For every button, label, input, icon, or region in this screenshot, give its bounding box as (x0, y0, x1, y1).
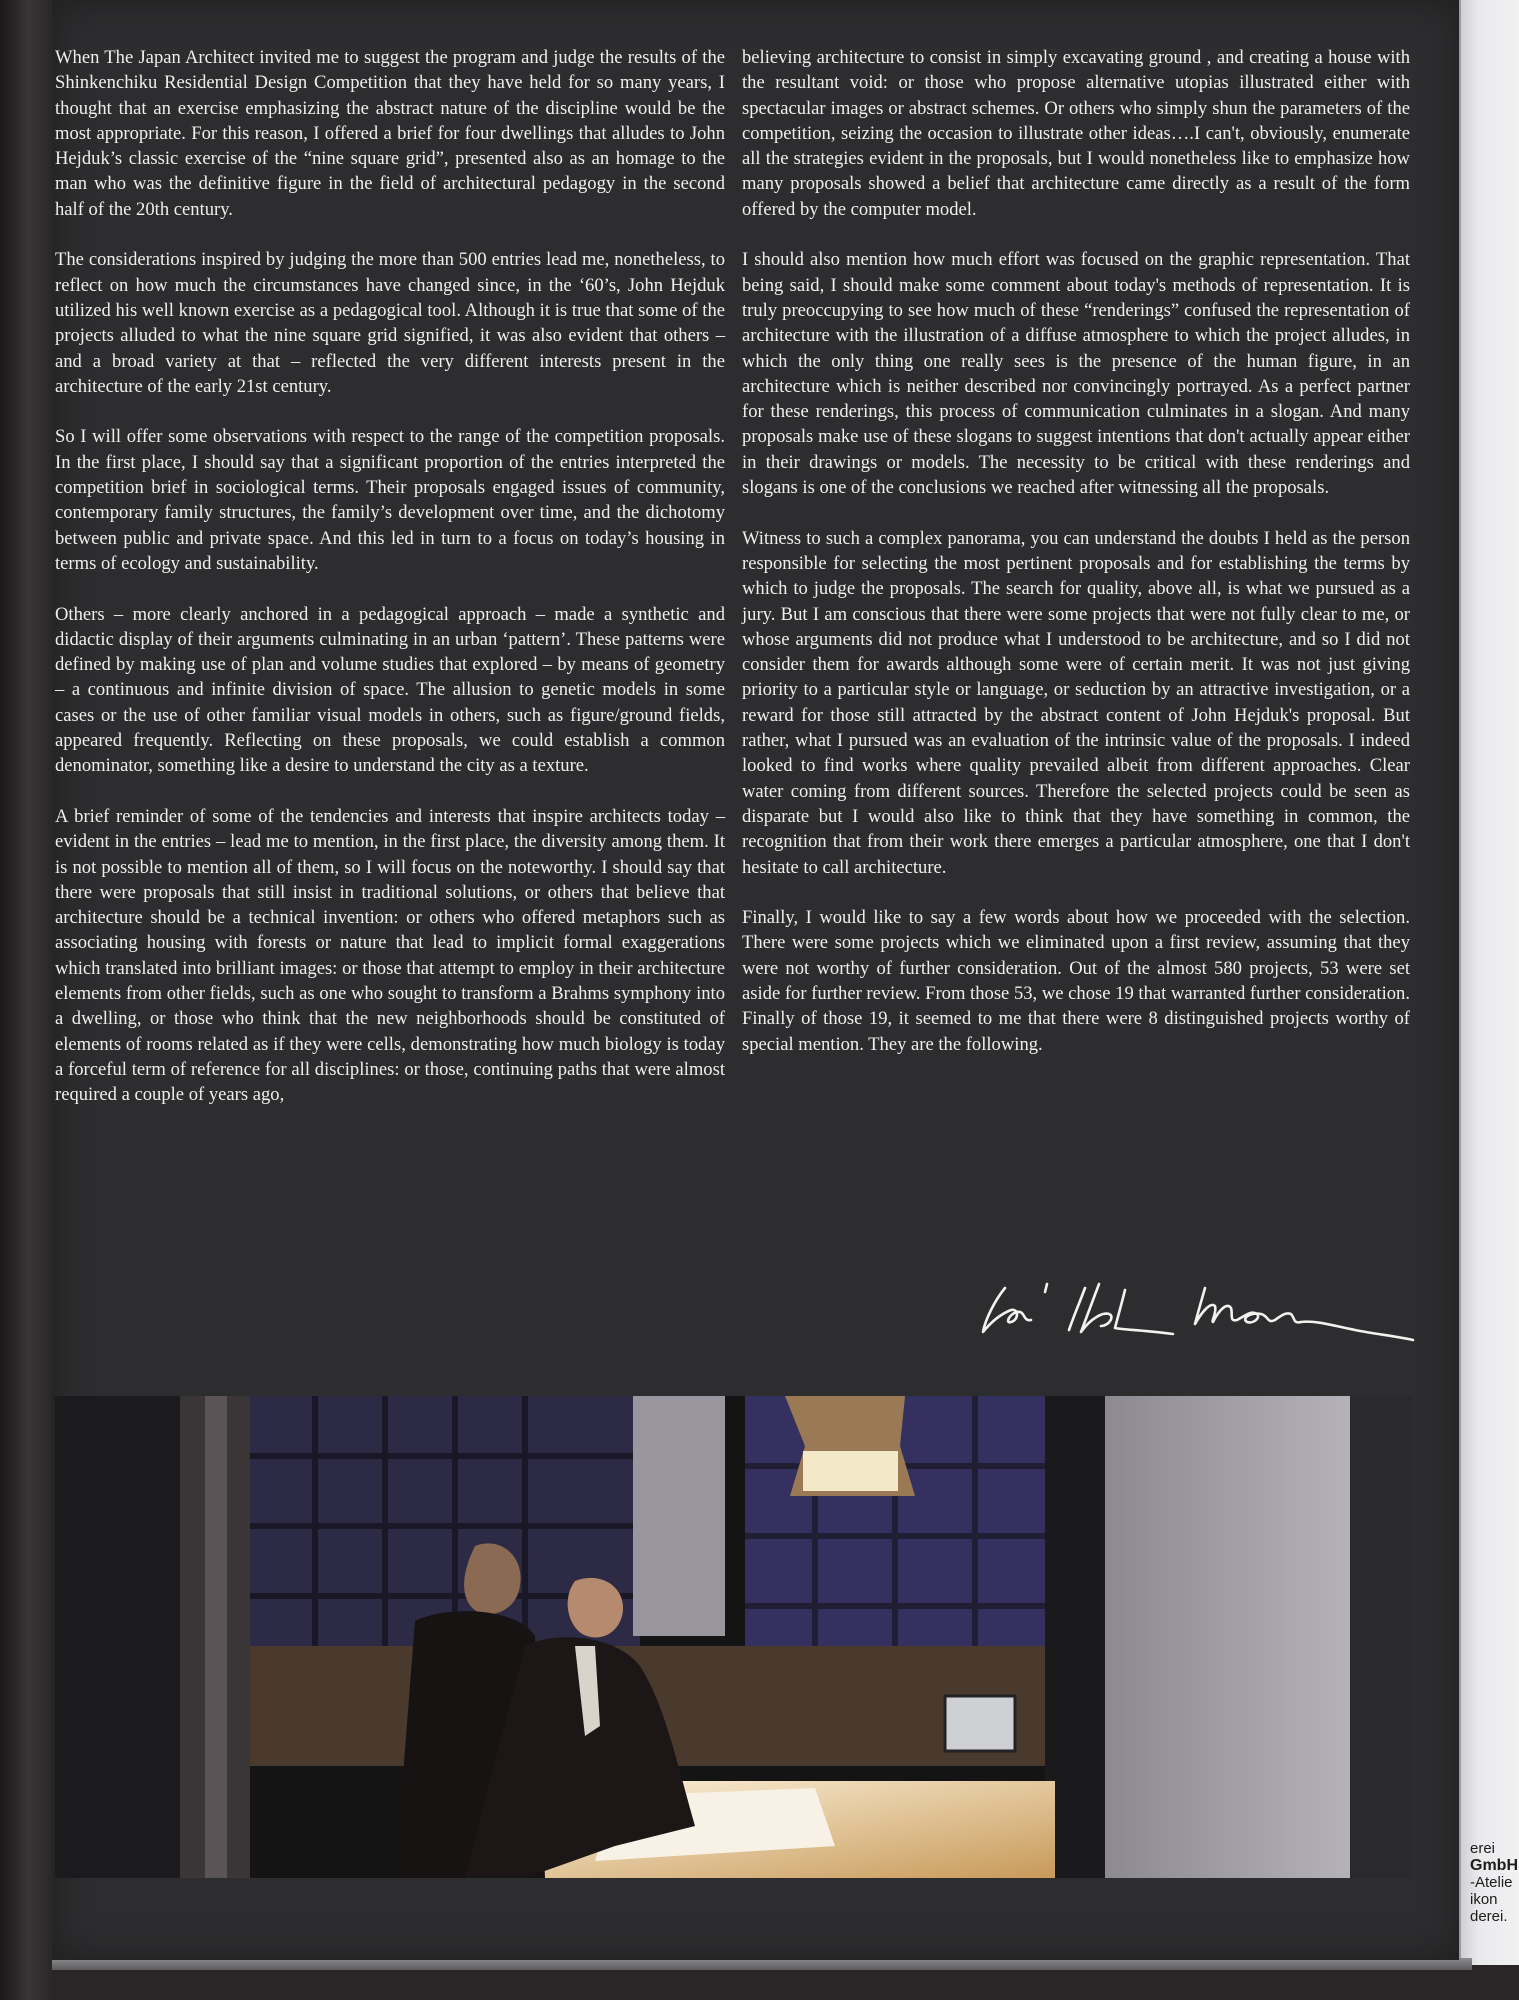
paragraph: The considerations inspired by judging the more than 500 entries lead me, nonetheless, to reflect on how much the circumstances have changed since, in the ‘60’s, John Hejduk utilized his well known exercise as a pedagogical tool. Although it is true that some of the projects alluded to what the nine square grid signified, it was also evident that others –and a broad variety at that – reflected the very different interests present in the architecture of the early 21st century. (55, 249, 725, 397)
margin-line: erei (1470, 1840, 1496, 1857)
photo-jury-at-table (55, 1396, 1412, 1878)
paragraph: believing architecture to consist in simply excavating ground , and creating a house with the resultant void: or those who propose alternative utopias illustrated either with spectacular images or abstract schemes. Or others who simply shun the parameters of the competition, seizing the occasion to illustrate other ideas….I can't, obviously, enumerate all the strategies evident in the proposals, but I would nonetheless like to emphasize how many proposals showed a belief that architecture came directly as a result of the form offered by the computer model. (742, 47, 1410, 220)
photo-scene (55, 1396, 1412, 1878)
margin-line: derei. (1470, 1908, 1508, 1925)
author-signature (975, 1270, 1415, 1345)
signature-mark-icon (975, 1270, 1415, 1345)
paragraph: Others – more clearly anchored in a pedagogical approach – made a synthetic and didactic display of their arguments culminating in an urban ‘pattern’. These patterns were defined by making use of plan and volume studies that explored – by means of geometry – a continuous and infinite division of space. The allusion to genetic models in some cases or the use of other familiar visual models in others, such as figure/ground fields, appeared frequently. Reflecting on these proposals, we could establish a common denominator, something like a desire to understand the city as a texture. (55, 603, 725, 777)
paragraph: Finally, I would like to say a few words about how we proceeded with the selection. There were some projects which we eliminated upon a first review, assuming that they were not worthy of further consideration. Out of the almost 580 projects, 53 were set aside for further review. From those 53, we chose 19 that warranted further consideration. Finally of those 19, it seemed to me that there were 8 distinguished projects worthy of special mention. They are the following. (742, 907, 1410, 1055)
right-column (742, 45, 1410, 1082)
left-column (55, 45, 725, 1133)
adjacent-page-text (1470, 1840, 1519, 1925)
book-spine (0, 0, 52, 2000)
paragraph: A brief reminder of some of the tendencies and interests that inspire architects today – evident in the entries – lead me to mention, in the first place, the diversity among them. It is not possible to mention all of them, so I will focus on the noteworthy. I should say that there were proposals that still insist in traditional solutions, or others that believe that architecture should be a technical invention: or others who offered metaphors such as associating housing with forests or nature that lead to implicit formal exaggerations which translated into brilliant images: or those that attempt to employ in their architecture elements from other fields, such as one who sought to transform a Brahms symphony into a dwelling, or those who think that the new neighborhoods should be constituted of elements of rooms related as if they were cells, demonstrating how much biology is today a forceful term of reference for all disciplines: or those, continuing paths that were almost required a couple of years ago, (55, 805, 725, 1106)
next-page-edge (1459, 0, 1519, 1965)
paragraph: So I will offer some observations with respect to the range of the competition proposals. In the first place, I should say that a significant proportion of the entries interpreted the competition brief in sociological terms. Their proposals engaged issues of community, contemporary family structures, the family’s development over time, and the dichotomy between public and private space. And this led in turn to a focus on today’s housing in terms of ecology and sustainability. (55, 426, 725, 574)
margin-line: GmbH (1470, 1857, 1518, 1874)
paragraph: I should also mention how much effort was focused on the graphic representation. That being said, I should make some comment about today's methods of representation. It is truly preoccupying to see how much of these “renderings” confused the representation of architecture with the illustration of a diffuse atmosphere to which the project alludes, in which the only thing one really sees is the presence of the human figure, in an architecture which is neither described nor convincingly portrayed. As a perfect partner for these renderings, this process of communication culminates in a slogan. And many proposals make use of these slogans to suggest intentions that don't actually appear either in their drawings or models. The necessity to be critical with these renderings and slogans is one of the conclusions we reached after witnessing all the proposals. (742, 249, 1410, 499)
paragraph: When The Japan Architect invited me to suggest the program and judge the results of the Shinkenchiku Residential Design Competition that they have held for so many years, I thought that an exercise emphasizing the abstract nature of the discipline would be the most appropriate. For this reason, I offered a brief for four dwellings that alludes to John Hejduk’s classic exercise of the “nine square grid”, presented also as an homage to the man who was the definitive figure in the field of architectural pedagogy in the second half of the 20th century. (55, 47, 725, 220)
margin-line: -Atelie (1470, 1874, 1513, 1891)
margin-line: ikon (1470, 1891, 1498, 1908)
paragraph: Witness to such a complex panorama, you can understand the doubts I held as the person responsible for selecting the most pertinent proposals and for establishing the terms by which to judge the proposals. The search for quality, above all, is what we pursued as a jury. But I am conscious that there were some projects that were not fully clear to me, or whose arguments did not produce what I understood to be architecture, and so I did not consider them for awards although some were of certain merit. It was not just giving priority to a particular style or language, or seduction by an attractive investigation, or a reward for those still attracted by the abstract content of John Hejduk's proposal. But rather, what I pursued was an evaluation of the intrinsic value of the proposals. I indeed looked to find works where quality prevailed albeit from different approaches. Clear water coming from different sources. Therefore the selected projects could be seen as disparate but I would also like to think that they have something in common, the recognition that from their work there emerges a particular atmosphere, one that I don't hesitate to call architecture. (742, 527, 1410, 878)
